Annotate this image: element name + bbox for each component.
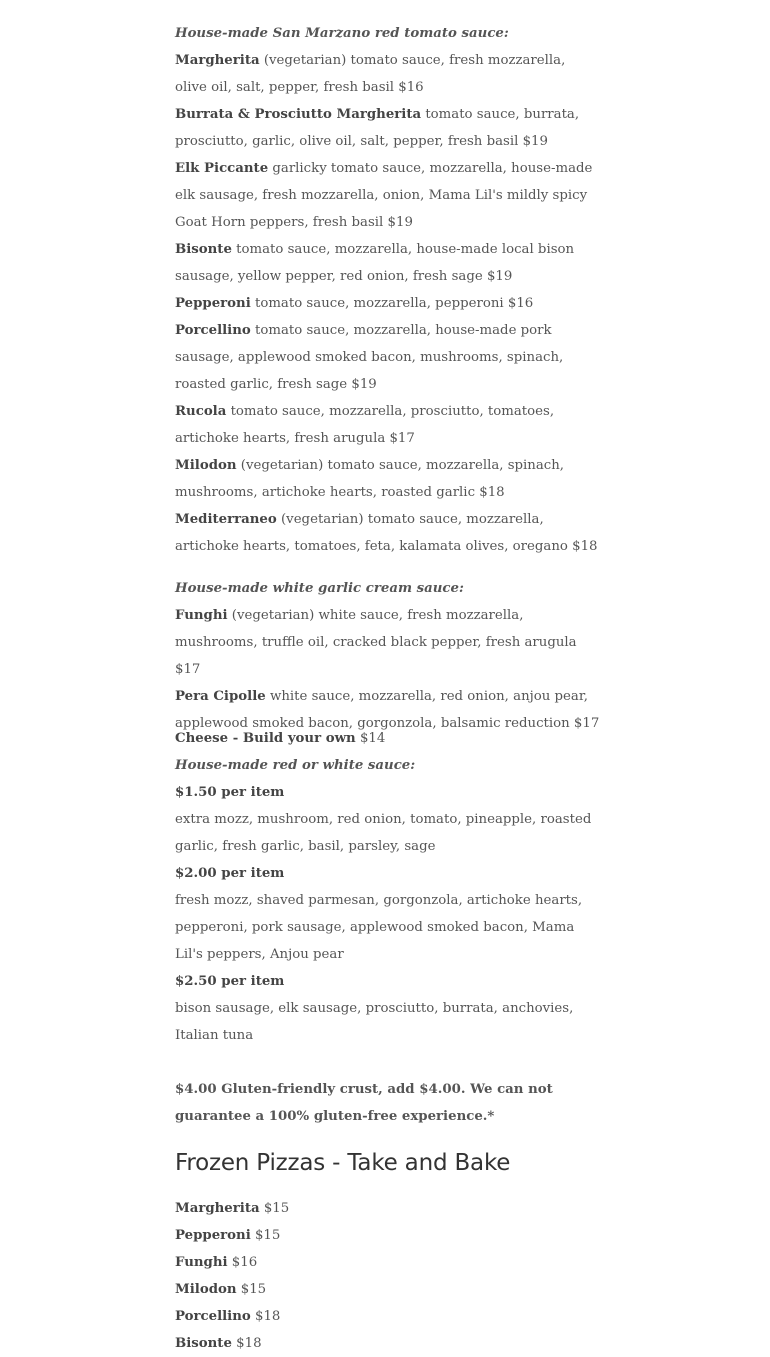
item-price: $16 [227, 1255, 258, 1270]
menu-item [175, 47, 600, 101]
menu-item [175, 236, 600, 290]
frozen-item [175, 1303, 600, 1330]
menu-item [175, 452, 600, 506]
section-heading: House-made red or white sauce: [175, 758, 416, 773]
frozen-section [175, 1148, 600, 1357]
section-heading: House-made San Marzano red tomato sauce: [175, 26, 509, 41]
frozen-item [175, 1276, 600, 1303]
cut-off-heading [175, 0, 182, 12]
item-price: $15 [250, 1228, 281, 1243]
red-sauce-section [175, 20, 600, 560]
item-desc: tomato sauce, mozzarella, house-made local bison sausage, yellow pepper, red onion, fresh sage $19 [175, 242, 575, 284]
item-desc: tomato sauce, mozzarella, pepperoni $16 [250, 296, 534, 311]
item-name: Pepperoni [175, 1228, 251, 1243]
item-desc: garlicky tomato sauce, mozzarella, house-made elk sausage, fresh mozzarella, onion, Mama Lil's mildly spicy Goat Horn peppers, fresh basil $19 [175, 161, 593, 230]
item-name: Bisonte [175, 1336, 232, 1351]
item-price: $14 [355, 731, 386, 746]
menu-item [175, 506, 600, 560]
build-your-own-section [175, 725, 600, 1049]
item-desc: tomato sauce, mozzarella, prosciutto, tomatoes, artichoke hearts, fresh arugula $17 [175, 404, 555, 446]
item-name: Elk Piccante [175, 161, 269, 176]
item-name: Milodon [175, 458, 237, 473]
item-name: Funghi [175, 608, 228, 623]
item-name: Porcellino [175, 323, 251, 338]
frozen-title: Frozen Pizzas - Take and Bake [175, 1150, 511, 1176]
item-price: $18 [250, 1309, 281, 1324]
menu-item [175, 602, 600, 683]
tier-items: fresh mozz, shaved parmesan, gorgonzola, artichoke hearts, pepperoni, pork sausage, applewood smoked bacon, Mama Lil's peppers, Anjou pear [175, 893, 583, 962]
item-name: Margherita [175, 1201, 260, 1216]
item-desc: (vegetarian) tomato sauce, fresh mozzarella, olive oil, salt, pepper, fresh basil $16 [175, 53, 566, 95]
item-name: Rucola [175, 404, 227, 419]
item-name: Cheese - Build your own [175, 731, 356, 746]
tier-price: $2.50 per item [175, 974, 285, 989]
item-name: Porcellino [175, 1309, 251, 1324]
item-name: Funghi [175, 1255, 228, 1270]
item-desc: (vegetarian) tomato sauce, mozzarella, artichoke hearts, tomatoes, feta, kalamata olives, oregano $18 [175, 512, 598, 554]
tier-items: bison sausage, elk sausage, prosciutto, burrata, anchovies, Italian tuna [175, 1001, 574, 1043]
build-title [175, 725, 600, 752]
frozen-item [175, 1195, 600, 1222]
menu-item [175, 398, 600, 452]
section-heading: House-made white garlic cream sauce: [175, 581, 464, 596]
item-desc: (vegetarian) white sauce, fresh mozzarella, mushrooms, truffle oil, cracked black pepper, fresh arugula $17 [175, 608, 577, 677]
item-desc: white sauce, mozzarella, red onion, anjou pear, applewood smoked bacon, gorgonzola, balsamic reduction $17 [175, 689, 600, 731]
white-sauce-section [175, 575, 600, 737]
tier-price: $1.50 per item [175, 785, 285, 800]
item-desc: tomato sauce, burrata, prosciutto, garlic, olive oil, salt, pepper, fresh basil $19 [175, 107, 580, 149]
item-name: Pera Cipolle [175, 689, 266, 704]
menu-item [175, 101, 600, 155]
gluten-note: $4.00 Gluten-friendly crust, add $4.00. We can not guarantee a 100% gluten-free experience.* [175, 1082, 553, 1124]
item-name: Milodon [175, 1282, 237, 1297]
gluten-note-section [175, 1076, 600, 1130]
item-name: Bisonte [175, 242, 232, 257]
tier-items: extra mozz, mushroom, red onion, tomato, pineapple, roasted garlic, fresh garlic, basil, parsley, sage [175, 812, 592, 854]
item-price: $15 [259, 1201, 290, 1216]
item-name: Mediterraneo [175, 512, 277, 527]
item-desc: tomato sauce, mozzarella, house-made pork sausage, applewood smoked bacon, mushrooms, spinach, roasted garlic, fresh sage $19 [175, 323, 564, 392]
item-price: $18 [231, 1336, 262, 1351]
item-name: Burrata & Prosciutto Margherita [175, 107, 422, 122]
item-name: Margherita [175, 53, 260, 68]
menu-item [175, 155, 600, 236]
frozen-item [175, 1222, 600, 1249]
menu-item [175, 317, 600, 398]
item-name: Pepperoni [175, 296, 251, 311]
frozen-item [175, 1330, 600, 1357]
menu-item [175, 290, 600, 317]
item-price: $15 [236, 1282, 267, 1297]
frozen-item [175, 1249, 600, 1276]
tier-price: $2.00 per item [175, 866, 285, 881]
item-desc: (vegetarian) tomato sauce, mozzarella, spinach, mushrooms, artichoke hearts, roasted garlic $18 [175, 458, 565, 500]
